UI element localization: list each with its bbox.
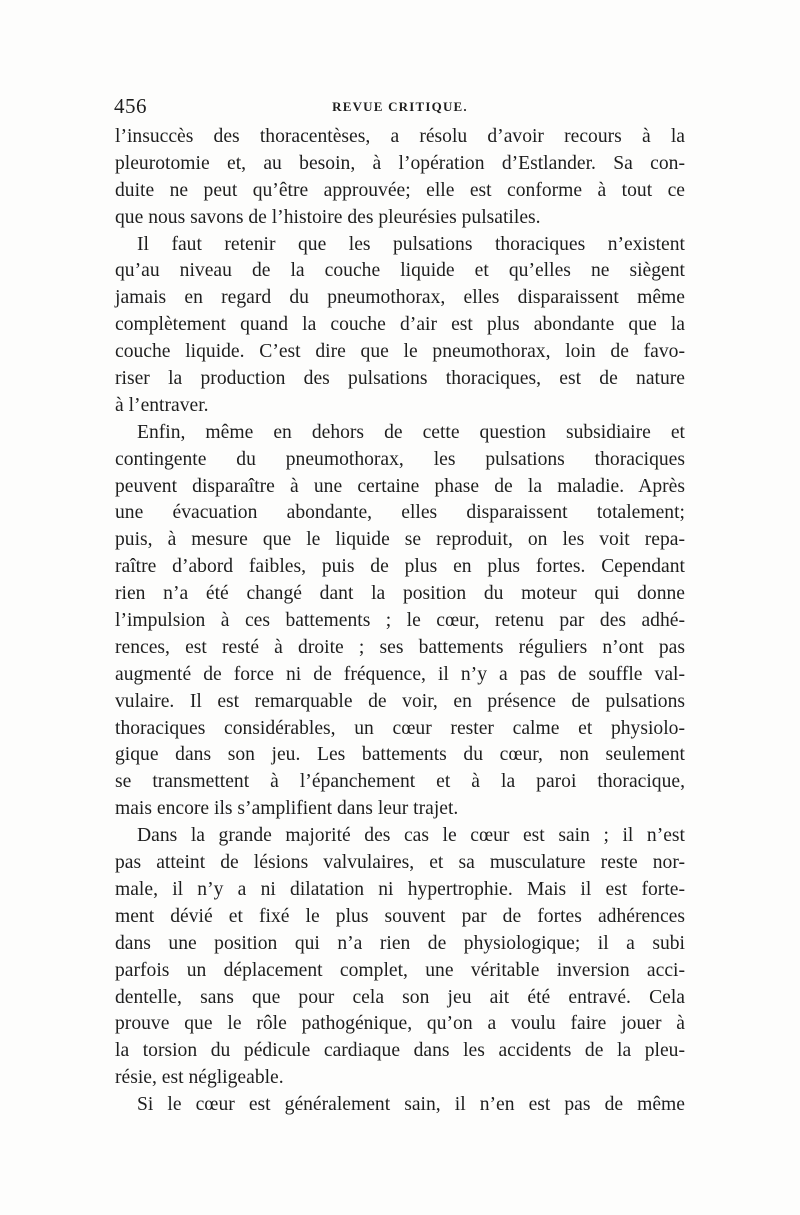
text-line: Il faut retenir que les pulsations thoraciques n’existent xyxy=(137,233,685,255)
text-line: Enfin, même en dehors de cette question subsidiaire et xyxy=(137,421,685,443)
paragraph-2 xyxy=(115,232,685,420)
text-line: ment dévié et fixé le plus souvent par de fortes adhérences xyxy=(115,905,685,927)
text-line: pleurotomie et, au besoin, à l’opération d’Estlander. Sa con- xyxy=(115,152,685,174)
text-line: augmenté de force ni de fréquence, il n’y a pas de souffle val- xyxy=(115,663,685,685)
text-line: thoraciques considérables, un cœur rester calme et physiolo- xyxy=(115,717,685,739)
text-line: pas atteint de lésions valvulaires, et sa musculature reste nor- xyxy=(115,852,685,874)
paragraph-3 xyxy=(115,420,685,823)
running-head xyxy=(114,94,686,120)
text-line: mais encore ils s’amplifient dans leur trajet. xyxy=(115,798,459,820)
text-line: l’impulsion à ces battements ; le cœur, retenu par des adhé- xyxy=(115,610,685,632)
paragraph-4 xyxy=(115,823,685,1092)
text-line: la torsion du pédicule cardiaque dans les accidents de la pleu- xyxy=(115,1040,685,1062)
text-line: dentelle, sans que pour cela son jeu ait été entravé. Cela xyxy=(115,986,685,1008)
text-line: contingente du pneumothorax, les pulsations thoraciques xyxy=(115,448,685,470)
text-line: jamais en regard du pneumothorax, elles disparaissent même xyxy=(115,287,685,309)
text-line: peuvent disparaître à une certaine phase de la maladie. Après xyxy=(115,475,685,497)
text-line: qu’au niveau de la couche liquide et qu’elles ne siègent xyxy=(115,260,685,282)
text-line: couche liquide. C’est dire que le pneumothorax, loin de favo- xyxy=(115,341,685,363)
text-line: rences, est resté à droite ; ses battements réguliers n’ont pas xyxy=(115,636,685,658)
text-line: prouve que le rôle pathogénique, qu’on a voulu faire jouer à xyxy=(115,1013,685,1035)
text-line: riser la production des pulsations thoraciques, est de nature xyxy=(115,368,685,390)
text-line: gique dans son jeu. Les battements du cœur, non seulement xyxy=(115,744,685,766)
text-line: à l’entraver. xyxy=(115,394,209,416)
running-title: REVUE CRITIQUE. xyxy=(332,99,468,114)
text-line: puis, à mesure que le liquide se reproduit, on les voit repa- xyxy=(115,529,685,551)
text-line: se transmettent à l’épanchement et à la paroi thoracique, xyxy=(115,771,685,793)
text-line: une évacuation abondante, elles disparaissent totalement; xyxy=(115,502,685,524)
text-line: parfois un déplacement complet, une véritable inversion acci- xyxy=(115,959,685,981)
text-line: male, il n’y a ni dilatation ni hypertrophie. Mais il est forte- xyxy=(115,878,685,900)
text-line: duite ne peut qu’être approuvée; elle est conforme à tout ce xyxy=(115,179,685,201)
page-number: 456 xyxy=(114,94,147,118)
text-line: vulaire. Il est remarquable de voir, en présence de pulsations xyxy=(115,690,685,712)
paragraph-1 xyxy=(115,124,685,232)
text-line: Dans la grande majorité des cas le cœur est sain ; il n’est xyxy=(137,825,685,847)
text-line: complètement quand la couche d’air est plus abondante que la xyxy=(115,314,685,336)
text-line: raître d’abord faibles, puis de plus en plus fortes. Cependant xyxy=(115,556,685,578)
text-line: rien n’a été changé dant la position du moteur qui donne xyxy=(115,583,685,605)
body-text xyxy=(115,124,685,1119)
paragraph-5 xyxy=(115,1092,685,1119)
text-line: que nous savons de l’histoire des pleurésies pulsatiles. xyxy=(115,206,541,228)
text-line: résie, est négligeable. xyxy=(115,1067,284,1089)
text-line: l’insuccès des thoracentèses, a résolu d’avoir recours à la xyxy=(115,126,685,147)
text-line: dans une position qui n’a rien de physiologique; il a subi xyxy=(115,932,685,954)
text-line: Si le cœur est généralement sain, il n’en est pas de même xyxy=(137,1094,685,1116)
